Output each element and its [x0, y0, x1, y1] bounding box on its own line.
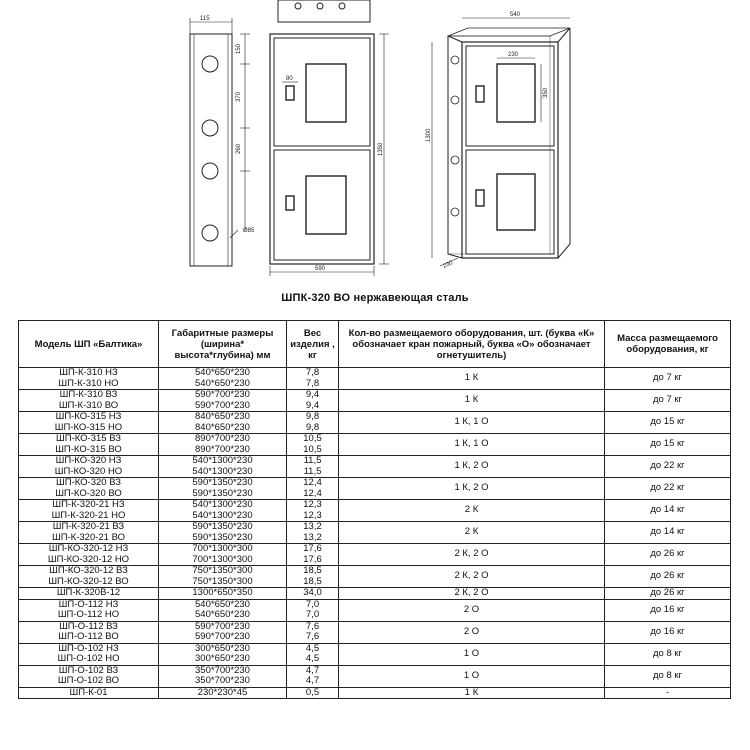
- dimensions-cell: [159, 522, 287, 544]
- dim-iso-window-w: 230: [508, 52, 519, 58]
- models-value: ШП-К-310 ВЗ: [59, 389, 118, 400]
- models-value: ШП-КО-320 НЗ: [55, 455, 122, 466]
- dims-value: 540*650*230: [195, 367, 250, 378]
- table-row: [19, 687, 731, 699]
- dims-value: 540*1300*230: [192, 465, 253, 477]
- models-value: ШП-КО-320-12 НО: [47, 553, 130, 565]
- table-row: [19, 599, 731, 621]
- table-row: [19, 522, 731, 544]
- dims-value: 540*650*230: [195, 609, 250, 620]
- equipment-cell: 2 К, 2 О: [339, 544, 605, 566]
- models-value: ШП-К-01: [69, 687, 108, 698]
- dimensions-cell: [159, 456, 287, 478]
- equipment-cell: 1 К: [339, 687, 605, 699]
- weights-value: 9,8: [305, 411, 320, 422]
- header-dimensions: Габаритные размеры (ширина* высота*глубина) мм: [159, 321, 287, 368]
- table-row: [19, 434, 731, 456]
- models-value: ШП-О-112 ВО: [58, 631, 119, 642]
- equipment-cell: 1 К, 1 О: [339, 412, 605, 434]
- models-value: ШП-О-112 НО: [57, 609, 120, 620]
- dim-hole-d: Ø85: [243, 228, 255, 234]
- models-value: ШП-КО-315 НЗ: [55, 411, 122, 422]
- equipment-mass-cell: до 7 кг: [605, 390, 731, 412]
- dimensions-cell: [159, 687, 287, 699]
- model-cell: [19, 687, 159, 699]
- dims-value: 750*1350*300: [192, 575, 253, 587]
- equipment-cell: 1 К: [339, 368, 605, 390]
- side-hole-4: [202, 225, 218, 241]
- dims-value: 230*230*45: [197, 687, 248, 698]
- model-cell: [19, 390, 159, 412]
- weight-cell: [287, 500, 339, 522]
- equipment-mass-cell: до 16 кг: [605, 599, 731, 621]
- equipment-cell: 2 О: [339, 599, 605, 621]
- table-body: [19, 368, 731, 699]
- table-row: [19, 368, 731, 390]
- dim-side-mid: 370: [236, 91, 242, 102]
- table-row: [19, 500, 731, 522]
- models-value: ШП-К-320-21 НЗ: [52, 499, 125, 510]
- weights-value: 7,0: [305, 599, 320, 610]
- models-value: ШП-К-320-21 ВЗ: [52, 521, 125, 532]
- dim-side-width: 115: [200, 16, 210, 22]
- weights-value: 12,3: [303, 499, 322, 510]
- models-value: ШП-КО-320 ВЗ: [56, 477, 121, 488]
- technical-drawing: [0, 0, 750, 290]
- weights-value: 7,6: [305, 621, 320, 632]
- model-cell: [19, 588, 159, 600]
- dims-value: 590*1350*230: [192, 531, 253, 543]
- weight-cell: [287, 544, 339, 566]
- weights-value: 7,6: [305, 631, 320, 642]
- models-value: ШП-КО-320-12 ВЗ: [49, 565, 128, 576]
- dims-value: 840*650*230: [195, 411, 250, 422]
- dimensions-cell: [159, 412, 287, 434]
- dims-value: 590*1350*230: [192, 477, 253, 488]
- model-cell: [19, 522, 159, 544]
- dims-value: 540*1300*230: [192, 455, 253, 466]
- table-row: [19, 412, 731, 434]
- side-hole-2: [202, 120, 218, 136]
- dim-side-top: 150: [236, 43, 242, 54]
- weight-cell: [287, 456, 339, 478]
- dimensions-cell: [159, 500, 287, 522]
- dims-value: 540*1300*230: [192, 509, 253, 521]
- models-value: ШП-О-102 ВО: [57, 675, 120, 686]
- model-cell: [19, 434, 159, 456]
- dims-value: 590*700*230: [195, 399, 250, 411]
- table-row: [19, 588, 731, 600]
- dimensions-cell: [159, 368, 287, 390]
- model-cell: [19, 566, 159, 588]
- dim-side-low: 260: [236, 143, 242, 154]
- weight-cell: [287, 599, 339, 621]
- equipment-cell: 2 К: [339, 522, 605, 544]
- models-value: ШП-К-310 НО: [58, 377, 119, 389]
- weights-value: 12,4: [303, 477, 322, 488]
- equipment-mass-cell: до 26 кг: [605, 588, 731, 600]
- dims-value: 350*700*230: [195, 665, 250, 676]
- equipment-cell: 1 К, 1 О: [339, 434, 605, 456]
- dim-front-height: 1350: [378, 142, 384, 156]
- weight-cell: [287, 478, 339, 500]
- weight-cell: [287, 412, 339, 434]
- equipment-mass-cell: -: [605, 687, 731, 699]
- table-row: [19, 544, 731, 566]
- dims-value: 890*700*230: [195, 433, 250, 444]
- model-cell: [19, 368, 159, 390]
- weights-value: 9,4: [305, 389, 320, 400]
- weight-cell: [287, 665, 339, 687]
- dim-iso-width: 540: [510, 12, 521, 18]
- dimensions-cell: [159, 621, 287, 643]
- equipment-cell: 2 К, 2 О: [339, 588, 605, 600]
- models-value: ШП-К-320В-12: [56, 587, 121, 598]
- equipment-cell: 1 К: [339, 390, 605, 412]
- header-equipment: Кол-во размещаемого оборудования, шт. (буква «К» обозначает кран пожарный, буква «О» обозначает огнетушитель): [339, 321, 605, 368]
- equipment-mass-cell: до 22 кг: [605, 456, 731, 478]
- model-cell: [19, 478, 159, 500]
- weights-value: 13,2: [303, 521, 322, 532]
- model-cell: [19, 544, 159, 566]
- dimensions-cell: [159, 599, 287, 621]
- equipment-mass-cell: до 15 кг: [605, 434, 731, 456]
- header-weight: Вес изделия , кг: [287, 321, 339, 368]
- side-hole-1: [202, 56, 218, 72]
- weights-value: 9,4: [305, 399, 320, 411]
- equipment-cell: 1 О: [339, 665, 605, 687]
- weights-value: 7,8: [305, 367, 320, 378]
- equipment-mass-cell: до 15 кг: [605, 412, 731, 434]
- weights-value: 11,5: [303, 455, 322, 466]
- dimensions-cell: [159, 665, 287, 687]
- dimensions-cell: [159, 588, 287, 600]
- table-row: [19, 643, 731, 665]
- models-value: ШП-КО-320 НО: [54, 465, 123, 477]
- table-row: [19, 665, 731, 687]
- weights-value: 34,0: [303, 587, 322, 598]
- dims-value: 590*700*230: [195, 621, 250, 632]
- weights-value: 4,5: [305, 643, 320, 654]
- equipment-cell: 1 К, 2 О: [339, 478, 605, 500]
- models-value: ШП-О-102 НО: [57, 653, 120, 664]
- dims-value: 590*700*230: [195, 631, 250, 642]
- model-cell: [19, 456, 159, 478]
- dim-handle-w: 80: [286, 76, 293, 82]
- dim-iso-depth: 230: [442, 260, 454, 270]
- models-value: ШП-КО-315 НО: [54, 421, 123, 433]
- weight-cell: [287, 687, 339, 699]
- top-view: [278, 0, 370, 22]
- models-value: ШП-К-310 ВО: [58, 399, 119, 411]
- weights-value: 12,3: [303, 509, 322, 521]
- model-cell: [19, 500, 159, 522]
- equipment-cell: 2 О: [339, 621, 605, 643]
- model-cell: [19, 621, 159, 643]
- weights-value: 7,0: [305, 609, 320, 620]
- weights-value: 18,5: [303, 565, 322, 576]
- dims-value: 540*1300*230: [192, 499, 253, 510]
- model-cell: [19, 643, 159, 665]
- dimensions-cell: [159, 544, 287, 566]
- weights-value: 4,7: [305, 675, 320, 686]
- dims-value: 300*650*230: [195, 653, 250, 664]
- weight-cell: [287, 621, 339, 643]
- models-value: ШП-КО-315 ВО: [55, 443, 122, 455]
- dims-value: 750*1350*300: [192, 565, 253, 576]
- dimensions-cell: [159, 643, 287, 665]
- weights-value: 9,8: [305, 421, 320, 433]
- models-value: ШП-КО-320-12 ВО: [48, 575, 129, 587]
- weight-cell: [287, 368, 339, 390]
- equipment-mass-cell: до 26 кг: [605, 566, 731, 588]
- models-value: ШП-О-102 ВЗ: [58, 665, 119, 676]
- dims-value: 1300*650*350: [192, 587, 253, 598]
- equipment-cell: 2 К: [339, 500, 605, 522]
- equipment-mass-cell: до 7 кг: [605, 368, 731, 390]
- front-view: [270, 34, 389, 276]
- figure-caption: ШПК-320 ВО нержавеющая сталь: [281, 292, 469, 304]
- equipment-mass-cell: до 8 кг: [605, 665, 731, 687]
- dims-value: 540*650*230: [195, 599, 250, 610]
- models-value: ШП-К-320-21 НО: [51, 509, 126, 521]
- table-row: [19, 456, 731, 478]
- models-value: ШП-К-310 НЗ: [59, 367, 118, 378]
- weight-cell: [287, 522, 339, 544]
- equipment-cell: 1 К, 2 О: [339, 456, 605, 478]
- weights-value: 17,6: [303, 553, 322, 565]
- dimensions-cell: [159, 434, 287, 456]
- dims-value: 890*700*230: [195, 443, 250, 455]
- dims-value: 300*650*230: [195, 643, 250, 654]
- equipment-mass-cell: до 26 кг: [605, 544, 731, 566]
- equipment-cell: 1 О: [339, 643, 605, 665]
- dim-front-width: 590: [315, 266, 326, 272]
- dimensions-cell: [159, 478, 287, 500]
- model-cell: [19, 599, 159, 621]
- dims-value: 700*1300*300: [192, 543, 253, 554]
- dims-value: 590*1350*230: [192, 487, 253, 499]
- isometric-view: [432, 18, 570, 266]
- weights-value: 4,7: [305, 665, 320, 676]
- equipment-mass-cell: до 16 кг: [605, 621, 731, 643]
- side-view: [190, 18, 250, 266]
- models-value: ШП-О-102 НЗ: [58, 643, 119, 654]
- dims-value: 540*650*230: [195, 377, 250, 389]
- model-cell: [19, 412, 159, 434]
- side-hole-3: [202, 163, 218, 179]
- spec-table: [18, 320, 731, 699]
- table-row: [19, 390, 731, 412]
- dim-iso-height: 1300: [426, 128, 432, 142]
- dims-value: 590*1350*230: [192, 521, 253, 532]
- weights-value: 7,8: [305, 377, 320, 389]
- weights-value: 12,4: [303, 487, 322, 499]
- weights-value: 17,6: [303, 543, 322, 554]
- weight-cell: [287, 566, 339, 588]
- table-row: [19, 621, 731, 643]
- header-model: Модель ШП «Балтика»: [19, 321, 159, 368]
- weights-value: 10,5: [303, 433, 322, 444]
- models-value: ШП-О-112 ВЗ: [59, 621, 118, 632]
- equipment-mass-cell: до 14 кг: [605, 522, 731, 544]
- models-value: ШП-КО-315 ВЗ: [56, 433, 121, 444]
- equipment-mass-cell: до 22 кг: [605, 478, 731, 500]
- weights-value: 11,5: [303, 465, 322, 477]
- dims-value: 840*650*230: [195, 421, 250, 433]
- weights-value: 18,5: [303, 575, 322, 587]
- equipment-mass-cell: до 14 кг: [605, 500, 731, 522]
- weights-value: 4,5: [305, 653, 320, 664]
- dim-iso-window-h: 350: [543, 87, 549, 98]
- dims-value: 350*700*230: [195, 675, 250, 686]
- models-value: ШП-КО-320 ВО: [55, 487, 122, 499]
- dims-value: 590*700*230: [195, 389, 250, 400]
- weights-value: 13,2: [303, 531, 322, 543]
- model-cell: [19, 665, 159, 687]
- models-value: ШП-О-112 НЗ: [58, 599, 119, 610]
- weights-value: 10,5: [303, 443, 322, 455]
- weight-cell: [287, 643, 339, 665]
- weights-value: 0,5: [305, 687, 320, 698]
- header-equipment-mass: Масса размещаемого оборудования, кг: [605, 321, 731, 368]
- models-value: ШП-КО-320-12 НЗ: [48, 543, 129, 554]
- table-header-row: [19, 321, 731, 368]
- models-value: ШП-К-320-21 ВО: [51, 531, 126, 543]
- dims-value: 700*1300*300: [192, 553, 253, 565]
- weight-cell: [287, 390, 339, 412]
- table-row: [19, 566, 731, 588]
- table-row: [19, 478, 731, 500]
- weight-cell: [287, 434, 339, 456]
- dimensions-cell: [159, 390, 287, 412]
- weight-cell: [287, 588, 339, 600]
- equipment-cell: 2 К, 2 О: [339, 566, 605, 588]
- dimensions-cell: [159, 566, 287, 588]
- equipment-mass-cell: до 8 кг: [605, 643, 731, 665]
